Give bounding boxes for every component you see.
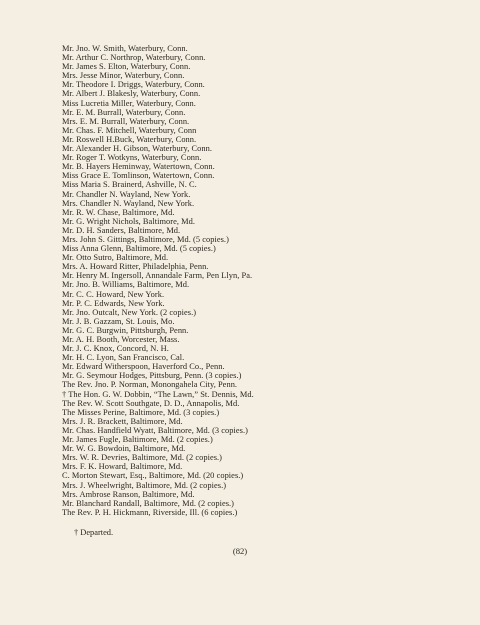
- list-item: The Misses Perine, Baltimore, Md. (3 copies.): [62, 407, 220, 417]
- list-item: Mrs. Chandler N. Wayland, New York.: [62, 198, 195, 208]
- list-item: Mrs. E. M. Burrall, Waterbury, Conn.: [62, 116, 190, 126]
- list-item: Mr. Edward Witherspoon, Haverford Co., Penn.: [62, 362, 225, 372]
- list-item: Mr. G. Wright Nichols, Baltimore, Md.: [62, 216, 196, 226]
- list-item: Mr. Albert J. Blakesly, Waterbury, Conn.: [62, 89, 201, 99]
- list-item: Mr. Henry M. Ingersoll, Annandale Farm, Pen Llyn, Pa.: [62, 271, 253, 281]
- list-item: Mr. Alexander H. Gibson, Waterbury, Conn.: [62, 144, 213, 154]
- list-item: Mrs. Jesse Minor, Waterbury, Conn.: [62, 71, 185, 81]
- list-item: Mrs. Ambrose Ranson, Baltimore, Md.: [62, 489, 195, 499]
- list-item: Mr. Jno. B. Williams, Baltimore, Md.: [62, 280, 190, 290]
- list-item: Mr. G. Seymour Hodges, Pittsburg, Penn. (3 copies.): [62, 371, 242, 381]
- list-item: Mr. Roger T. Wotkyns, Waterbury, Conn.: [62, 153, 202, 163]
- list-item: Mr. James Fugle, Baltimore, Md. (2 copies.): [62, 435, 213, 445]
- list-item: Mr. C. C. Howard, New York.: [62, 289, 165, 299]
- list-item: Mr. H. C. Lyon, San Francisco, Cal.: [62, 353, 185, 363]
- list-item: The Rev. P. H. Hickmann, Riverside, Ill. (6 copies.): [62, 507, 238, 517]
- list-item: Mr. R. W. Chase, Baltimore, Md.: [62, 207, 175, 217]
- list-item: Mr. James S. Elton, Waterbury, Conn.: [62, 62, 191, 72]
- list-item: Miss Grace E. Tomlinson, Watertown, Conn.: [62, 171, 215, 181]
- list-item: Miss Lucretia Miller, Waterbury, Conn.: [62, 98, 196, 108]
- list-item: The Rev. W. Scott Southgate, D. D., Annapolis, Md.: [62, 398, 240, 408]
- list-item: Mr. D. H. Sanders, Baltimore, Md.: [62, 225, 181, 235]
- list-item: C. Morton Stewart, Esq., Baltimore, Md. (20 copies.): [62, 471, 244, 481]
- list-item: Miss Maria S. Brainerd, Ashville, N. C.: [62, 180, 197, 190]
- list-item: Mr. J. B. Gazzam, St. Louis, Mo.: [62, 316, 175, 326]
- list-item: Mr. Theodore I. Driggs, Waterbury, Conn.: [62, 80, 205, 90]
- list-item: Mr. P. C. Edwards, New York.: [62, 298, 165, 308]
- list-item: Mr. Jno. W. Smith, Waterbury, Conn.: [62, 44, 188, 53]
- list-item: Mrs. J. Wheelwright, Baltimore, Md. (2 copies.): [62, 480, 227, 490]
- list-item: The Rev. Jno. P. Norman, Monongahela City, Penn.: [62, 380, 238, 390]
- list-item: Mr. Jno. Outcalt, New York. (2 copies.): [62, 307, 197, 317]
- list-item: Mr. B. Hayers Heminway, Watertown, Conn.: [62, 162, 215, 172]
- list-item: Mr. J. C. Knox, Concord, N. H.: [62, 344, 169, 354]
- subscriber-list: [62, 44, 462, 517]
- list-item: Mr. Chas. Handfield Wyatt, Baltimore, Md. (3 copies.): [62, 425, 248, 435]
- list-item: Mr. G. C. Burgwin, Pittsburgh, Penn.: [62, 325, 189, 335]
- list-item: Mrs. W. R. Devries, Baltimore, Md. (2 copies.): [62, 453, 223, 463]
- list-item: Mr. E. M. Burrall, Waterbury, Conn.: [62, 107, 186, 117]
- list-item: Miss Anna Glenn, Baltimore, Md. (5 copies.): [62, 244, 216, 254]
- list-item: Mrs. John S. Gittings, Baltimore, Md. (5 copies.): [62, 234, 229, 244]
- list-item: Mrs. J. R. Brackett, Baltimore, Md.: [62, 416, 183, 426]
- list-item: Mr. Roswell H.Buck, Waterbury, Conn.: [62, 134, 197, 144]
- footnote: † Departed.: [74, 528, 114, 537]
- list-item: † The Hon. G. W. Dobbin, “The Lawn,” St. Dennis, Md.: [62, 389, 254, 399]
- list-item: Mr. Blanchard Randall, Baltimore, Md. (2 copies.): [62, 498, 235, 508]
- list-item: Mr. Chas. F. Mitchell, Waterbury, Conn: [62, 125, 197, 135]
- list-item: Mr. Chandler N. Wayland, New York.: [62, 189, 191, 199]
- list-item: Mrs. A. Howard Ritter, Philadelphia, Penn.: [62, 262, 209, 272]
- list-item: Mrs. F. K. Howard, Baltimore, Md.: [62, 462, 183, 472]
- list-item: Mr. A. H. Booth, Worcester, Mass.: [62, 335, 180, 344]
- list-item: Mr. Otto Sutro, Baltimore, Md.: [62, 253, 169, 263]
- list-item: Mr. W. G. Bowdoin, Baltimore, Md.: [62, 444, 186, 454]
- page-number: (82): [232, 546, 248, 556]
- list-item: Mr. Arthur C. Northrop, Waterbury, Conn.: [62, 53, 206, 63]
